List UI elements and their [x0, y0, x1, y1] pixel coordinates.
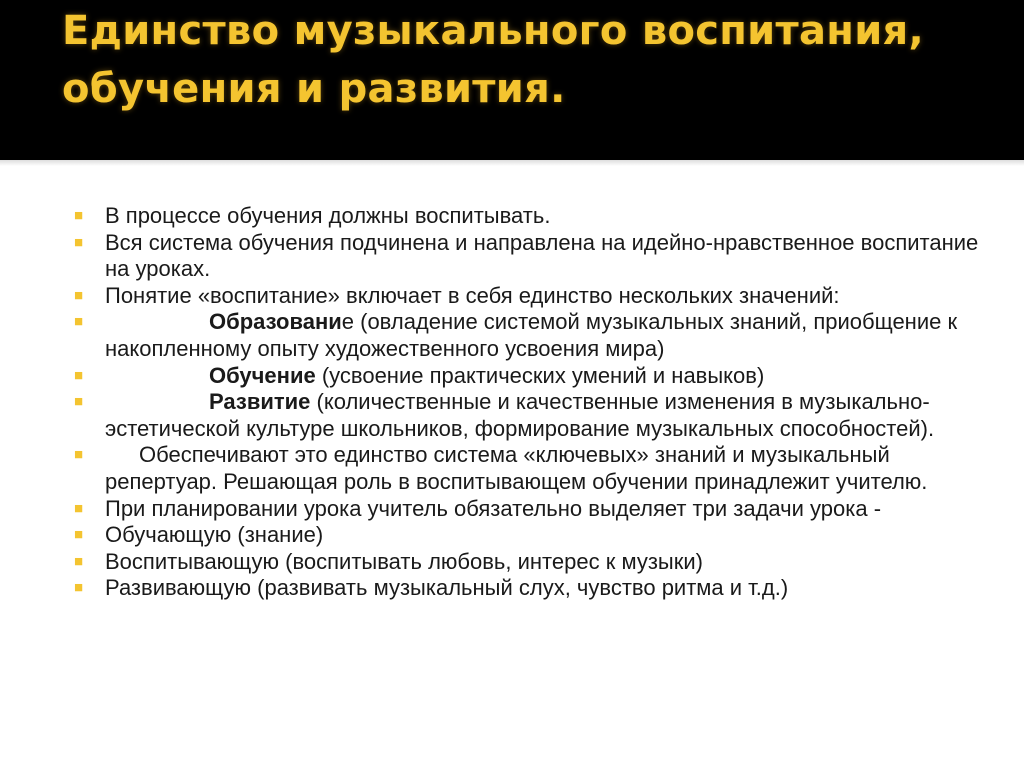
- bullet-square-icon: ■: [74, 393, 84, 411]
- bullet-item: [74, 363, 994, 390]
- bullet-list: [74, 203, 994, 602]
- bullet-square-icon: ■: [74, 233, 84, 251]
- bullet-item: [74, 283, 994, 310]
- bullet-term: Развитие: [209, 389, 311, 415]
- bullet-item: [74, 230, 994, 283]
- bullet-text: В процессе обучения должны воспитывать.: [105, 203, 551, 228]
- bullet-text: (усвоение практических умений и навыков): [315, 362, 765, 388]
- bullet-text: Воспитывающую (воспитывать любовь, интерес к музыки): [105, 548, 703, 574]
- bullet-square-icon: ■: [74, 499, 84, 517]
- content-area: [0, 160, 1024, 767]
- slide-title: Единство музыкального воспитания, обучения и развития.: [62, 8, 925, 112]
- bullet-term: Образовани: [209, 309, 342, 335]
- bullet-text: е (овладение системой музыкальных знаний, приобщение к накопленному опыту художественного усвоения мира): [105, 309, 958, 361]
- bullet-square-icon: ■: [74, 313, 84, 331]
- bullet-item: [74, 309, 994, 362]
- bullet-text: При планировании урока учитель обязательно выделяет три задачи урока -: [105, 495, 882, 521]
- bullet-text: Обеспечивают это единство система «ключевых» знаний и музыкальный репертуар. Решающая роль в воспитывающем обучении принадлежит учителю.: [105, 442, 928, 494]
- bullet-square-icon: ■: [74, 366, 84, 384]
- bullet-text: Развивающую (развивать музыкальный слух, чувство ритма и т.д.): [105, 575, 789, 601]
- bullet-square-icon: ■: [74, 446, 84, 464]
- bullet-item: [74, 549, 994, 576]
- bullet-square-icon: ■: [74, 286, 84, 304]
- bullet-item: [74, 389, 994, 442]
- bullet-text: Понятие «воспитание» включает в себя единство нескольких значений:: [105, 282, 840, 308]
- bullet-term: Обучение: [209, 362, 316, 388]
- bullet-text: (количественные и качественные изменения в музыкально-эстетической культуре школьников, формирование музыкальных способностей).: [105, 389, 935, 441]
- bullet-text: Вся система обучения подчинена и направлена на идейно-нравственное воспитание на уроках.: [105, 229, 979, 282]
- bullet-item: [74, 442, 994, 495]
- bullet-square-icon: ■: [74, 207, 84, 224]
- bullet-square-icon: ■: [74, 552, 84, 570]
- bullet-text: Обучающую (знание): [105, 522, 324, 548]
- title-band: [0, 0, 1024, 160]
- bullet-item: [74, 496, 994, 523]
- bullet-item: [74, 203, 994, 230]
- bullet-item: [74, 575, 994, 602]
- bullet-item: [74, 522, 994, 549]
- bullet-square-icon: ■: [74, 526, 84, 544]
- bullet-square-icon: ■: [74, 579, 84, 597]
